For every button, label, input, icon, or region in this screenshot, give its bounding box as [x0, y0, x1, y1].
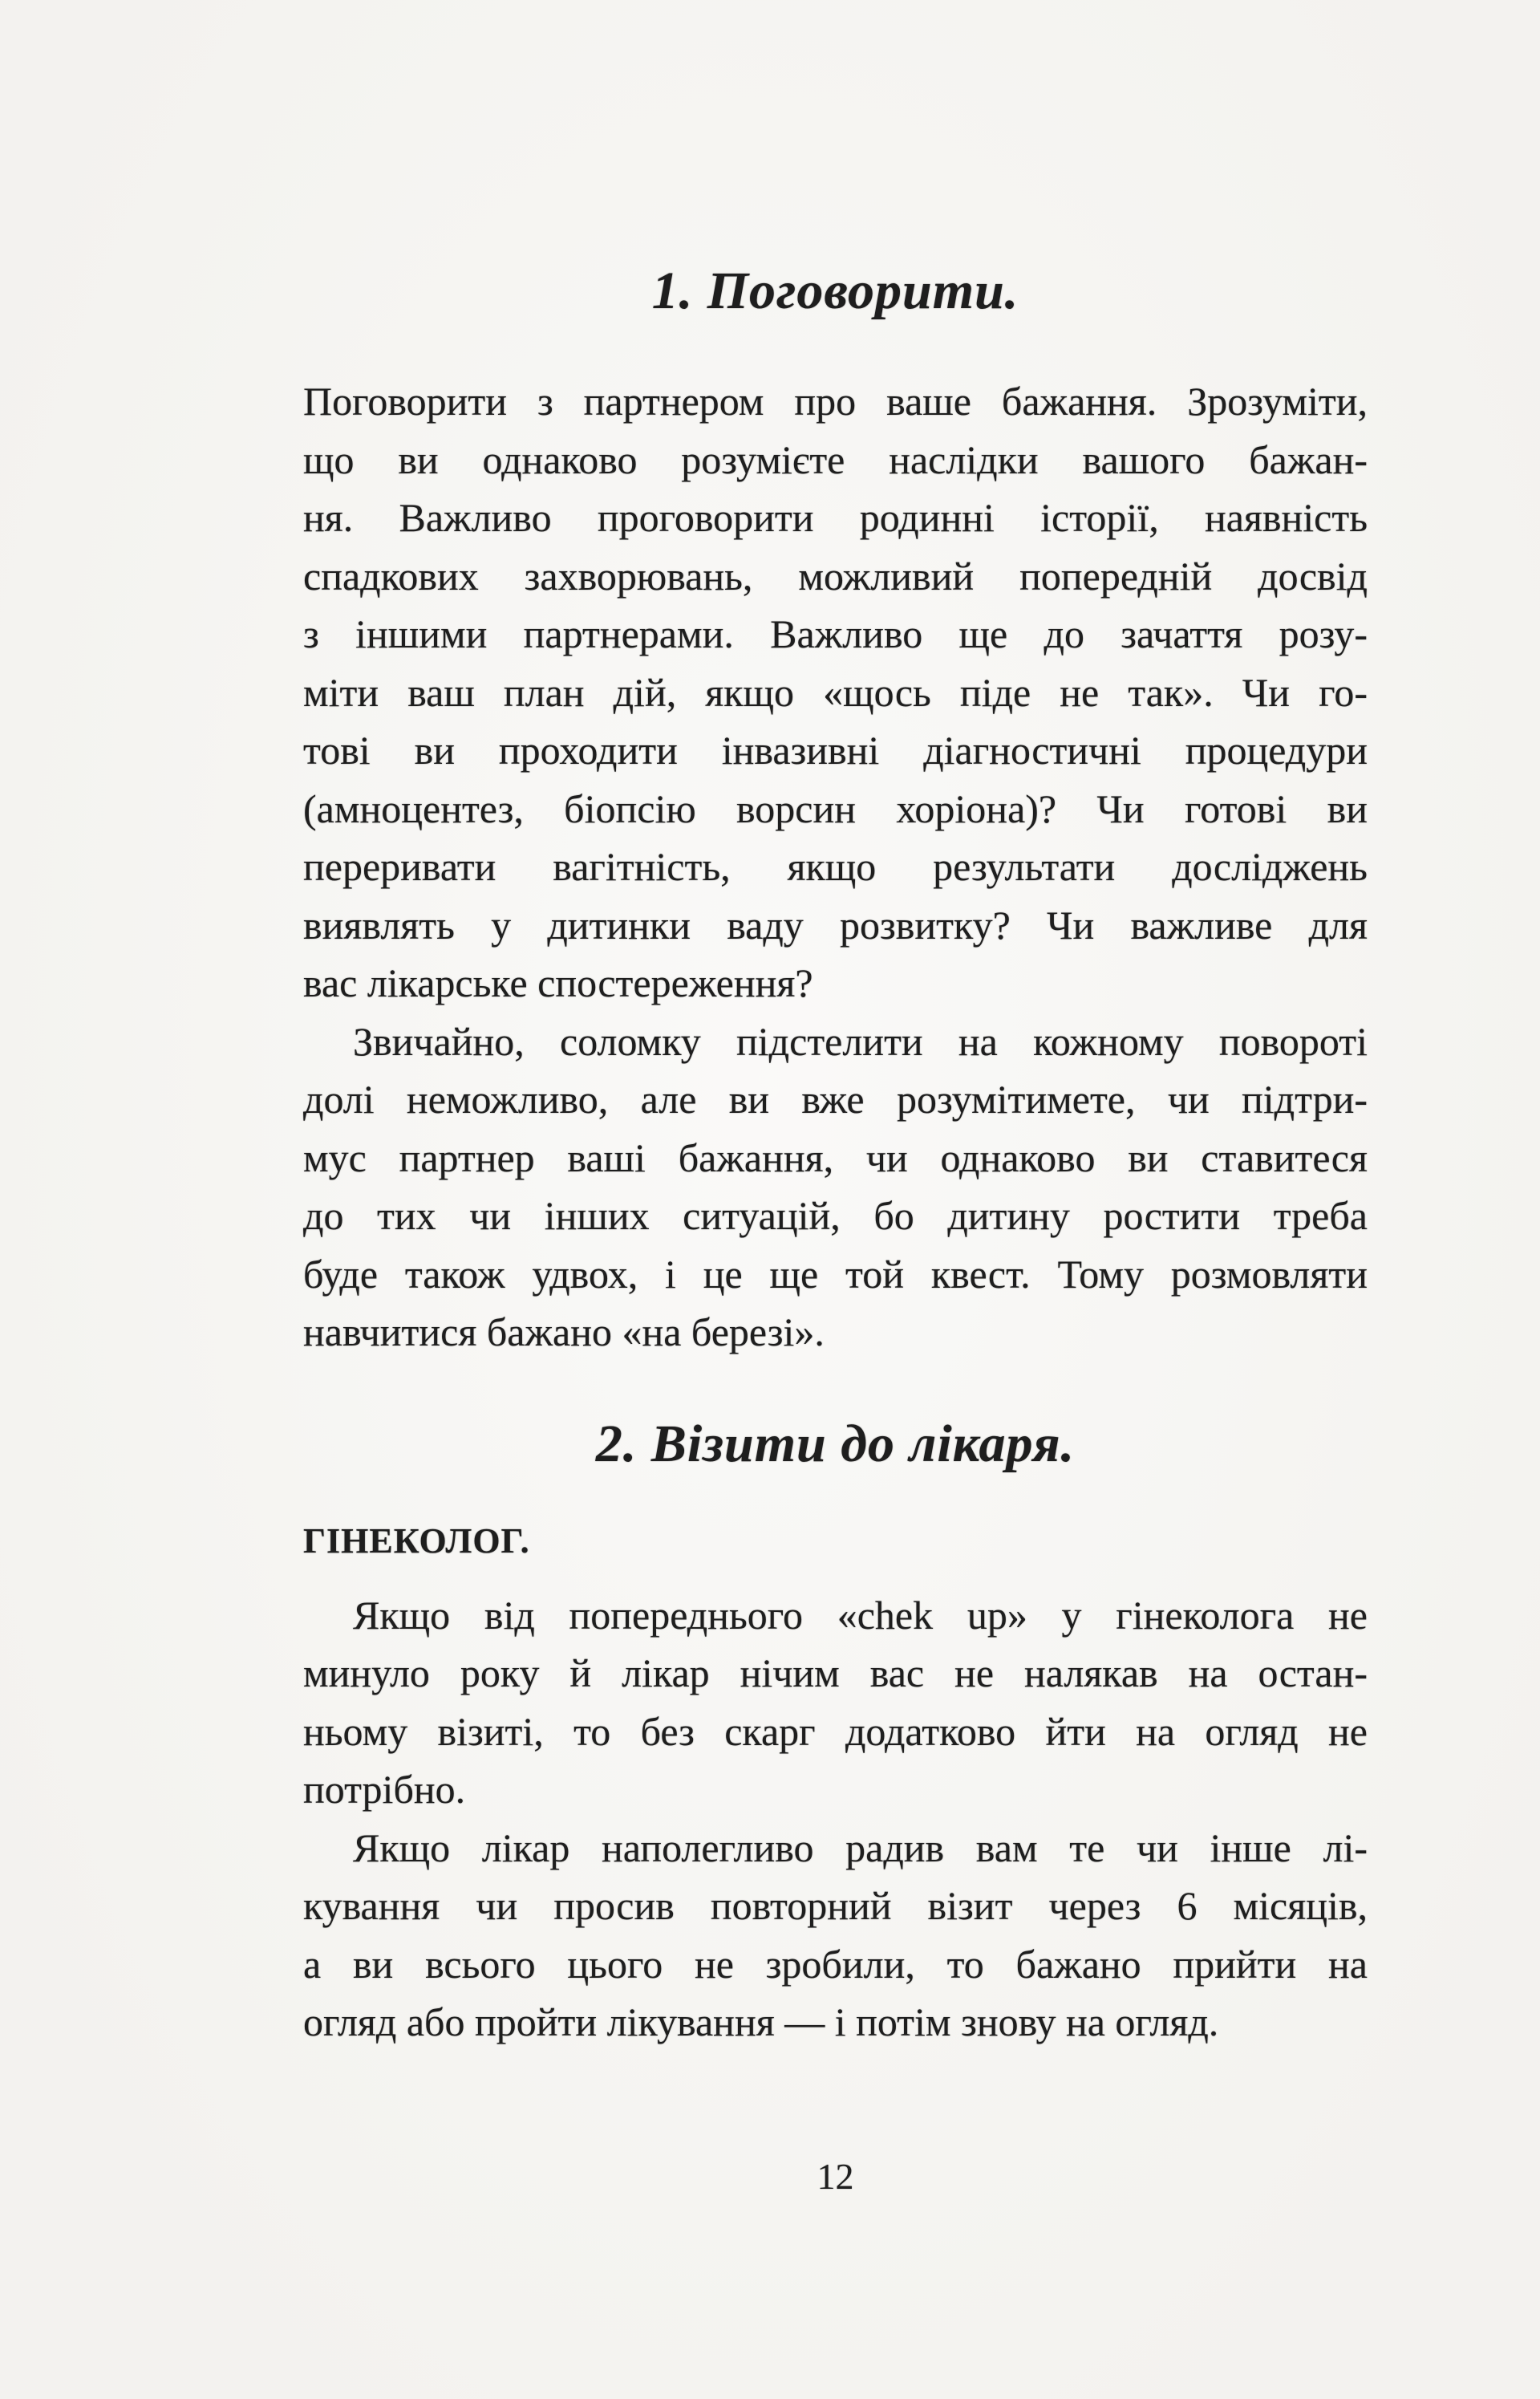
text-line: потрібно.	[303, 1767, 466, 1812]
text-line: минуло року й лікар нічим вас не налякав на остан-	[303, 1650, 1368, 1695]
paragraph	[303, 1586, 1368, 1819]
text-line: Якщо від попереднього «chek up» у гінеколога не	[353, 1592, 1368, 1638]
text-line: ня. Важливо проговорити родинні історії, наявність	[303, 495, 1368, 540]
text-line: навчитися бажано «на березі».	[303, 1309, 825, 1354]
chapter-heading-2: 2. Візити до лікаря.	[595, 1414, 1076, 1473]
paragraph	[303, 1819, 1368, 2052]
text-line: вас лікарське спостереження?	[303, 960, 813, 1005]
text-column	[303, 0, 1368, 2199]
text-line: долі неможливо, але ви вже розумітимете, чи підтри-	[303, 1077, 1368, 1122]
section-subheading: ГІНЕКОЛОГ.	[303, 1520, 530, 1561]
text-line: мус партнер ваші бажання, чи однаково ви ставитеся	[303, 1135, 1368, 1180]
text-line: ньому візиті, то без скарг додатково йти на огляд не	[303, 1708, 1368, 1754]
text-line: Звичайно, соломку підстелити на кожному повороті	[353, 1018, 1368, 1064]
text-line: переривати вагітність, якщо результати досліджень	[303, 844, 1368, 889]
text-line: кування чи просив повторний візит через 6 місяців,	[303, 1883, 1368, 1928]
text-line: а ви всього цього не зробили, то бажано прийти на	[303, 1941, 1368, 1987]
page-number: 12	[817, 2155, 854, 2197]
text-line: тові ви проходити інвазивні діагностичні процедури	[303, 728, 1368, 773]
text-line: Поговорити з партнером про ваше бажання. Зрозуміти,	[303, 379, 1368, 424]
text-line: що ви однаково розумієте наслідки вашого бажан-	[303, 436, 1368, 482]
text-line: Якщо лікар наполегливо радив вам те чи інше лі-	[353, 1825, 1368, 1870]
paragraph	[303, 1013, 1368, 1362]
paragraph	[303, 372, 1368, 1013]
text-line: спадкових захворювань, можливий попередній досвід	[303, 553, 1368, 599]
text-line: виявлять у дитинки ваду розвитку? Чи важливе для	[303, 902, 1368, 948]
text-line: до тих чи інших ситуацій, бо дитину ростити треба	[303, 1193, 1368, 1238]
text-line: огляд або пройти лікування — і потім знову на огляд.	[303, 1999, 1219, 2044]
chapter-heading-1: 1. Поговорити.	[651, 262, 1019, 320]
text-line: з іншими партнерами. Важливо ще до зачаття розу-	[303, 611, 1368, 656]
text-line: міти ваш план дій, якщо «щось піде не так». Чи го-	[303, 669, 1368, 715]
text-line: (амноцентез, біопсію ворсин хоріона)? Чи готові ви	[303, 785, 1368, 831]
text-line: буде також удвох, і це ще той квест. Тому розмовляти	[303, 1251, 1368, 1297]
